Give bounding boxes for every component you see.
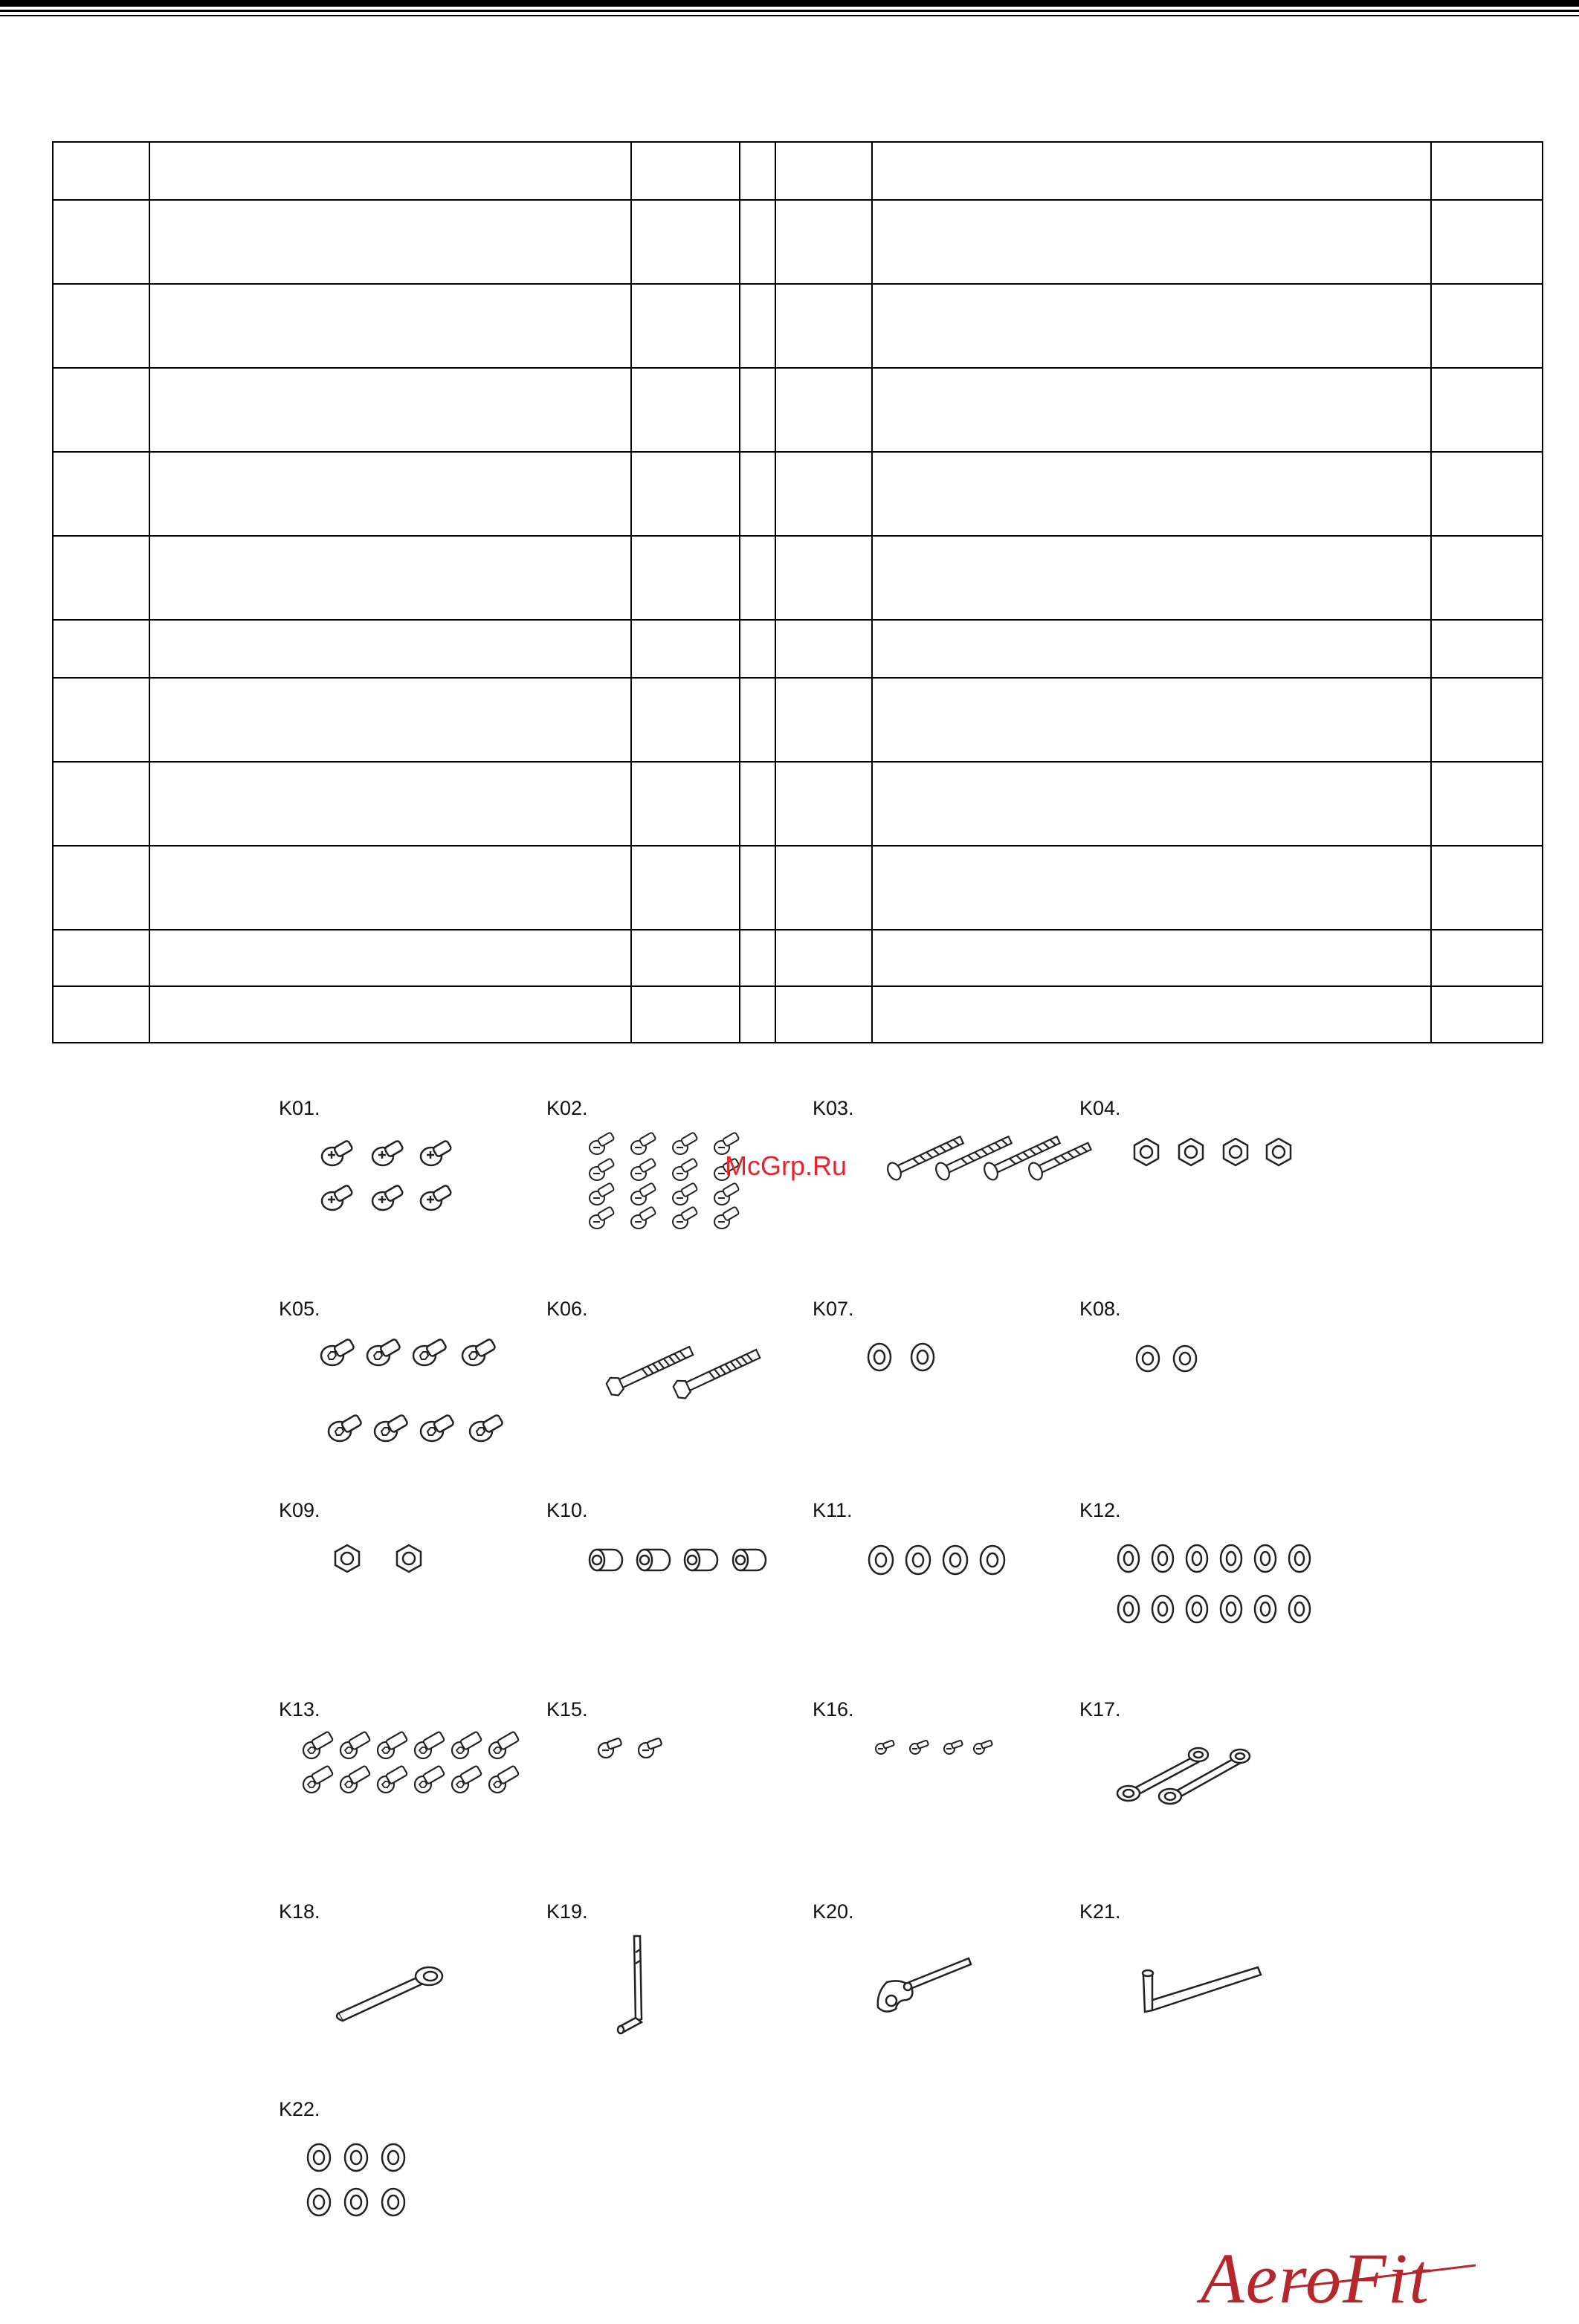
- wrench-icon: [279, 1930, 532, 2079]
- watermark: McGrp.Ru: [725, 1150, 847, 1181]
- parts-table: [52, 141, 1543, 1043]
- kit-label: K22.: [279, 2098, 320, 2120]
- small-screw-icon: [813, 1728, 1065, 1877]
- phillips-screw-icon: [546, 1728, 799, 1877]
- kit-label: K20.: [813, 1900, 854, 1923]
- button-head-screw-icon: [279, 1127, 532, 1275]
- kit-label: K06.: [546, 1298, 588, 1320]
- carriage-bolt-icon: [813, 1127, 1065, 1275]
- kit-k01: [279, 1097, 532, 1283]
- kit-label: K07.: [813, 1298, 854, 1320]
- table-row: [53, 762, 1543, 846]
- acorn-nut-icon: [546, 1529, 799, 1677]
- header-rule: [0, 0, 1579, 18]
- kit-k18: [279, 1900, 532, 2086]
- kit-k07: [813, 1298, 1065, 1483]
- kit-label: K11.: [813, 1499, 853, 1521]
- flat-washer-icon: [279, 2128, 532, 2276]
- hex-nut-icon: [1079, 1127, 1332, 1275]
- flat-washer-icon: [813, 1529, 1065, 1677]
- flat-washer-icon: [1079, 1327, 1332, 1476]
- table-row: [53, 846, 1543, 930]
- kit-label: K16.: [813, 1698, 854, 1721]
- table-row: [53, 986, 1543, 1043]
- pedal-wrench-icon: [813, 1930, 1065, 2079]
- kit-label: K03.: [813, 1097, 854, 1119]
- hex-socket-screw-icon: [279, 1327, 532, 1491]
- table-row: [53, 200, 1543, 284]
- kit-k09: [279, 1499, 532, 1685]
- table-row: [53, 368, 1543, 452]
- table-row: [53, 284, 1543, 368]
- kit-label: K13.: [279, 1698, 320, 1721]
- table-row: [53, 620, 1543, 678]
- kit-k02: [546, 1097, 799, 1283]
- kit-k05: [279, 1298, 532, 1483]
- spring-washer-icon: [813, 1327, 1065, 1476]
- wrench-icon: [1079, 1728, 1332, 1877]
- lock-nut-icon: [279, 1529, 532, 1677]
- table-row: [53, 452, 1543, 536]
- kit-k15: [546, 1698, 799, 1884]
- kit-k21: [1079, 1900, 1332, 2086]
- kit-label: K01.: [279, 1097, 320, 1119]
- kit-k06: [546, 1298, 799, 1483]
- pan-head-screw-icon: [546, 1127, 799, 1275]
- kit-label: K10.: [546, 1499, 588, 1521]
- screwdriver-icon: [546, 1930, 799, 2094]
- table-row: [53, 678, 1543, 762]
- kit-label: K21.: [1079, 1900, 1121, 1923]
- table-header-row: [53, 142, 1543, 200]
- kit-label: K08.: [1079, 1298, 1121, 1320]
- kit-k12: [1079, 1499, 1332, 1685]
- kit-k11: [813, 1499, 1065, 1685]
- kit-k03: [813, 1097, 1065, 1283]
- allen-key-icon: [1079, 1930, 1332, 2079]
- long-hex-bolt-icon: [546, 1327, 799, 1476]
- kit-label: K18.: [279, 1900, 320, 1923]
- kit-k04: [1079, 1097, 1332, 1283]
- kit-label: K19.: [546, 1900, 588, 1923]
- kit-label: K17.: [1079, 1698, 1121, 1721]
- table-row: [53, 536, 1543, 620]
- kit-label: K15.: [546, 1698, 588, 1721]
- kit-k08: [1079, 1298, 1332, 1483]
- kit-label: K02.: [546, 1097, 588, 1119]
- kit-label: K12.: [1079, 1499, 1121, 1521]
- kit-k22: [279, 2098, 532, 2284]
- kit-k16: [813, 1698, 1065, 1884]
- kit-k17: [1079, 1698, 1332, 1884]
- kit-label: K04.: [1079, 1097, 1121, 1119]
- kit-label: K05.: [279, 1298, 320, 1320]
- kit-label: K09.: [279, 1499, 320, 1521]
- socket-cap-screw-icon: [279, 1728, 546, 1877]
- kit-k10: [546, 1499, 799, 1685]
- spring-washer-icon: [1079, 1529, 1332, 1677]
- kit-k13: [279, 1698, 532, 1884]
- table-row: [53, 930, 1543, 986]
- kit-k20: [813, 1900, 1065, 2086]
- brand-logo-text: AeroFit: [1201, 2239, 1431, 2318]
- kit-k19: [546, 1900, 799, 2086]
